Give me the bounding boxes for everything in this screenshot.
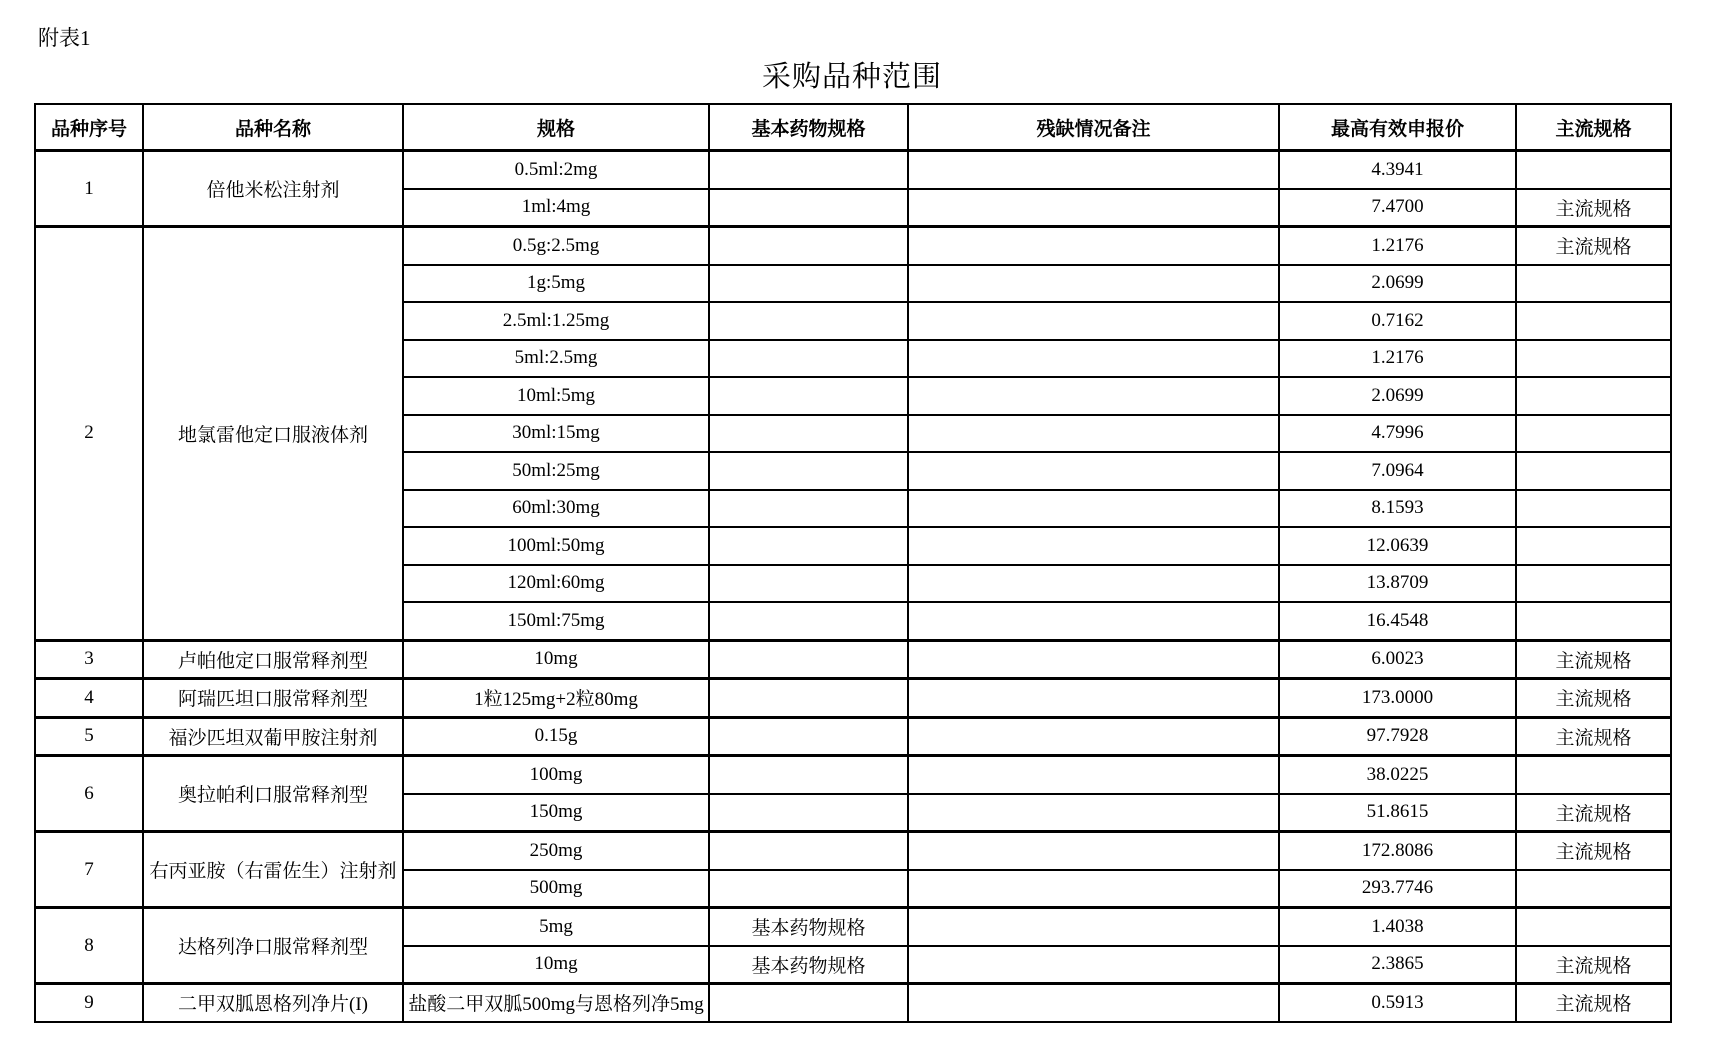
cell-basic-drug-spec	[709, 490, 908, 528]
cell-mainstream-spec: 主流规格	[1516, 946, 1671, 984]
cell-defect-notes	[908, 302, 1279, 340]
cell-seq-number: 9	[35, 984, 143, 1022]
cell-mainstream-spec: 主流规格	[1516, 794, 1671, 832]
cell-defect-notes	[908, 679, 1279, 718]
procurement-table	[34, 103, 1672, 1023]
table-row	[35, 151, 1671, 189]
cell-defect-notes	[908, 189, 1279, 227]
col-header-mainstream: 主流规格	[1516, 104, 1671, 151]
cell-defect-notes	[908, 640, 1279, 679]
cell-basic-drug-spec: 基本药物规格	[709, 946, 908, 984]
cell-spec: 2.5ml:1.25mg	[403, 302, 709, 340]
cell-seq-number: 8	[35, 908, 143, 984]
cell-mainstream-spec	[1516, 870, 1671, 908]
cell-defect-notes	[908, 340, 1279, 378]
col-header-max-price: 最高有效申报价	[1279, 104, 1516, 151]
cell-mainstream-spec	[1516, 602, 1671, 640]
cell-mainstream-spec	[1516, 452, 1671, 490]
cell-mainstream-spec	[1516, 302, 1671, 340]
cell-seq-number: 3	[35, 640, 143, 679]
cell-defect-notes	[908, 984, 1279, 1022]
cell-defect-notes	[908, 527, 1279, 565]
cell-spec: 150mg	[403, 794, 709, 832]
header-row	[35, 104, 1671, 151]
col-header-spec: 规格	[403, 104, 709, 151]
cell-spec: 5ml:2.5mg	[403, 340, 709, 378]
cell-mainstream-spec: 主流规格	[1516, 189, 1671, 227]
cell-max-valid-price: 1.4038	[1279, 908, 1516, 946]
cell-seq-number: 4	[35, 679, 143, 718]
cell-basic-drug-spec	[709, 151, 908, 189]
cell-seq-number: 6	[35, 756, 143, 832]
cell-mainstream-spec	[1516, 340, 1671, 378]
cell-variety-name: 倍他米松注射剂	[143, 151, 403, 227]
cell-basic-drug-spec	[709, 527, 908, 565]
cell-max-valid-price: 2.0699	[1279, 377, 1516, 415]
cell-spec: 0.15g	[403, 717, 709, 756]
cell-defect-notes	[908, 415, 1279, 453]
cell-spec: 10mg	[403, 640, 709, 679]
cell-basic-drug-spec	[709, 832, 908, 870]
cell-basic-drug-spec	[709, 227, 908, 265]
cell-defect-notes	[908, 602, 1279, 640]
cell-spec: 盐酸二甲双胍500mg与恩格列净5mg	[403, 984, 709, 1022]
cell-defect-notes	[908, 565, 1279, 603]
cell-variety-name: 地氯雷他定口服液体剂	[143, 227, 403, 641]
cell-mainstream-spec	[1516, 490, 1671, 528]
table-annotation: 附表1	[38, 26, 91, 50]
cell-spec: 1ml:4mg	[403, 189, 709, 227]
cell-mainstream-spec	[1516, 265, 1671, 303]
cell-defect-notes	[908, 908, 1279, 946]
cell-mainstream-spec	[1516, 415, 1671, 453]
cell-max-valid-price: 2.3865	[1279, 946, 1516, 984]
cell-max-valid-price: 293.7746	[1279, 870, 1516, 908]
cell-spec: 1g:5mg	[403, 265, 709, 303]
cell-spec: 0.5g:2.5mg	[403, 227, 709, 265]
cell-variety-name: 二甲双胍恩格列净片(I)	[143, 984, 403, 1022]
cell-mainstream-spec	[1516, 527, 1671, 565]
cell-basic-drug-spec	[709, 870, 908, 908]
table-row	[35, 227, 1671, 265]
page-title: 采购品种范围	[761, 61, 942, 93]
cell-basic-drug-spec	[709, 302, 908, 340]
cell-seq-number: 1	[35, 151, 143, 227]
col-header-seq: 品种序号	[35, 104, 143, 151]
cell-defect-notes	[908, 151, 1279, 189]
cell-mainstream-spec: 主流规格	[1516, 679, 1671, 718]
cell-defect-notes	[908, 227, 1279, 265]
cell-basic-drug-spec	[709, 565, 908, 603]
cell-mainstream-spec	[1516, 565, 1671, 603]
cell-defect-notes	[908, 717, 1279, 756]
cell-basic-drug-spec	[709, 640, 908, 679]
cell-mainstream-spec: 主流规格	[1516, 227, 1671, 265]
cell-basic-drug-spec	[709, 717, 908, 756]
cell-mainstream-spec	[1516, 377, 1671, 415]
cell-mainstream-spec: 主流规格	[1516, 984, 1671, 1022]
table-row	[35, 832, 1671, 870]
cell-basic-drug-spec	[709, 265, 908, 303]
cell-defect-notes	[908, 756, 1279, 794]
cell-defect-notes	[908, 490, 1279, 528]
table-row	[35, 984, 1671, 1022]
cell-defect-notes	[908, 265, 1279, 303]
cell-spec: 120ml:60mg	[403, 565, 709, 603]
cell-spec: 250mg	[403, 832, 709, 870]
cell-basic-drug-spec	[709, 340, 908, 378]
table-row	[35, 908, 1671, 946]
cell-variety-name: 达格列净口服常释剂型	[143, 908, 403, 984]
table-row	[35, 756, 1671, 794]
cell-max-valid-price: 8.1593	[1279, 490, 1516, 528]
cell-variety-name: 奥拉帕利口服常释剂型	[143, 756, 403, 832]
cell-max-valid-price: 16.4548	[1279, 602, 1516, 640]
cell-mainstream-spec: 主流规格	[1516, 640, 1671, 679]
cell-max-valid-price: 97.7928	[1279, 717, 1516, 756]
cell-basic-drug-spec	[709, 415, 908, 453]
cell-mainstream-spec: 主流规格	[1516, 717, 1671, 756]
cell-max-valid-price: 1.2176	[1279, 227, 1516, 265]
cell-variety-name: 右丙亚胺（右雷佐生）注射剂	[143, 832, 403, 908]
cell-seq-number: 2	[35, 227, 143, 641]
cell-defect-notes	[908, 946, 1279, 984]
cell-basic-drug-spec	[709, 794, 908, 832]
cell-spec: 150ml:75mg	[403, 602, 709, 640]
cell-max-valid-price: 4.7996	[1279, 415, 1516, 453]
cell-max-valid-price: 0.5913	[1279, 984, 1516, 1022]
cell-seq-number: 7	[35, 832, 143, 908]
cell-basic-drug-spec	[709, 602, 908, 640]
cell-max-valid-price: 4.3941	[1279, 151, 1516, 189]
cell-max-valid-price: 2.0699	[1279, 265, 1516, 303]
cell-max-valid-price: 12.0639	[1279, 527, 1516, 565]
col-header-name: 品种名称	[143, 104, 403, 151]
cell-defect-notes	[908, 832, 1279, 870]
cell-basic-drug-spec: 基本药物规格	[709, 908, 908, 946]
cell-mainstream-spec	[1516, 151, 1671, 189]
cell-variety-name: 卢帕他定口服常释剂型	[143, 640, 403, 679]
cell-basic-drug-spec	[709, 756, 908, 794]
cell-basic-drug-spec	[709, 984, 908, 1022]
cell-basic-drug-spec	[709, 189, 908, 227]
col-header-basic-drug: 基本药物规格	[709, 104, 908, 151]
cell-basic-drug-spec	[709, 377, 908, 415]
cell-seq-number: 5	[35, 717, 143, 756]
cell-defect-notes	[908, 794, 1279, 832]
cell-max-valid-price: 51.8615	[1279, 794, 1516, 832]
table-row	[35, 679, 1671, 718]
cell-max-valid-price: 7.4700	[1279, 189, 1516, 227]
cell-basic-drug-spec	[709, 679, 908, 718]
cell-spec: 30ml:15mg	[403, 415, 709, 453]
cell-spec: 60ml:30mg	[403, 490, 709, 528]
cell-max-valid-price: 172.8086	[1279, 832, 1516, 870]
cell-max-valid-price: 0.7162	[1279, 302, 1516, 340]
cell-defect-notes	[908, 377, 1279, 415]
cell-max-valid-price: 6.0023	[1279, 640, 1516, 679]
cell-variety-name: 阿瑞匹坦口服常释剂型	[143, 679, 403, 718]
cell-defect-notes	[908, 452, 1279, 490]
cell-spec: 50ml:25mg	[403, 452, 709, 490]
cell-spec: 10mg	[403, 946, 709, 984]
cell-max-valid-price: 173.0000	[1279, 679, 1516, 718]
cell-max-valid-price: 13.8709	[1279, 565, 1516, 603]
cell-spec: 10ml:5mg	[403, 377, 709, 415]
table-row	[35, 640, 1671, 679]
cell-spec: 1粒125mg+2粒80mg	[403, 679, 709, 718]
table-row	[35, 717, 1671, 756]
col-header-defect-notes: 残缺情况备注	[908, 104, 1279, 151]
cell-max-valid-price: 1.2176	[1279, 340, 1516, 378]
cell-mainstream-spec: 主流规格	[1516, 832, 1671, 870]
cell-spec: 100ml:50mg	[403, 527, 709, 565]
cell-mainstream-spec	[1516, 756, 1671, 794]
cell-max-valid-price: 38.0225	[1279, 756, 1516, 794]
cell-mainstream-spec	[1516, 908, 1671, 946]
cell-defect-notes	[908, 870, 1279, 908]
cell-spec: 5mg	[403, 908, 709, 946]
cell-variety-name: 福沙匹坦双葡甲胺注射剂	[143, 717, 403, 756]
cell-spec: 0.5ml:2mg	[403, 151, 709, 189]
cell-max-valid-price: 7.0964	[1279, 452, 1516, 490]
cell-spec: 100mg	[403, 756, 709, 794]
cell-spec: 500mg	[403, 870, 709, 908]
cell-basic-drug-spec	[709, 452, 908, 490]
